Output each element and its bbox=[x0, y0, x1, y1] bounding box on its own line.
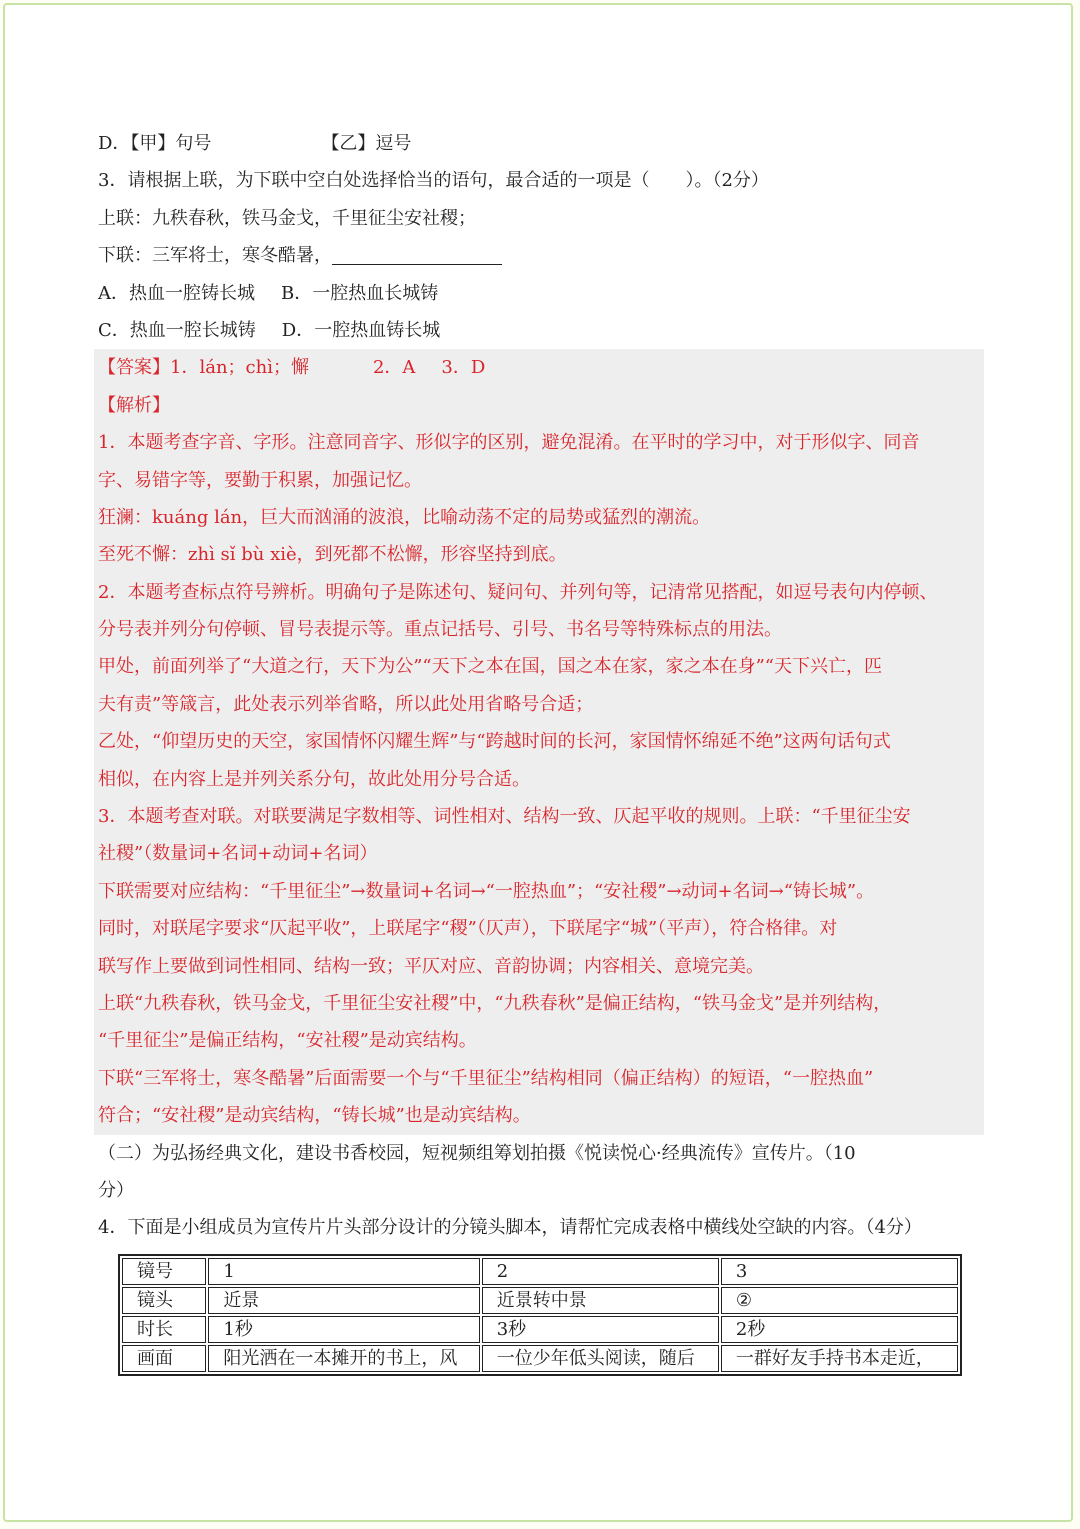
q3-options-cd: C．热血一腔长城铸 D．一腔热血铸长城 bbox=[98, 319, 441, 341]
table-row bbox=[122, 1258, 958, 1285]
table-cell: 3 bbox=[721, 1258, 958, 1285]
table-cell: 一位少年低头阅读，随后 bbox=[482, 1345, 719, 1372]
analysis-line: 夫有责”等箴言，此处表示列举省略，所以此处用省略号合适； bbox=[98, 693, 594, 715]
table-cell: 1秒 bbox=[208, 1316, 479, 1343]
table-row bbox=[122, 1287, 958, 1314]
analysis-line: 相似，在内容上是并列关系分句，故此处用分号合适。 bbox=[98, 768, 530, 790]
analysis-line: 下联“三军将士，寒冬酷暑”后面需要一个与“千里征尘”结构相同（偏正结构）的短语，“一腔热血” bbox=[98, 1067, 874, 1089]
analysis-line: 乙处，“仰望历史的天空，家国情怀闪耀生辉”与“跨越时间的长河，家国情怀绵延不绝”这两句话句式 bbox=[98, 731, 891, 753]
analysis-line: 3．本题考查对联。对联要满足字数相等、词性相对、结构一致、仄起平收的规则。上联：“千里征尘安 bbox=[98, 806, 911, 828]
answer-blank bbox=[332, 242, 502, 265]
q3-upper-couplet: 上联：九秩春秋，铁马金戈，千里征尘安社稷； bbox=[98, 207, 476, 229]
q3-stem: 3．请根据上联，为下联中空白处选择恰当的语句，最合适的一项是（ ）。（2分） bbox=[98, 170, 769, 192]
table-cell: 2秒 bbox=[721, 1316, 958, 1343]
q2-option-d: D．【甲】句号 【乙】逗号 bbox=[98, 133, 412, 154]
table-cell: 一群好友手持书本走近， bbox=[721, 1345, 958, 1372]
table-cell: 镜号 bbox=[122, 1258, 206, 1285]
table-cell: 2 bbox=[482, 1258, 719, 1285]
storyboard-table bbox=[118, 1254, 962, 1376]
table-cell: 时长 bbox=[122, 1316, 206, 1343]
analysis-title: 【解析】 bbox=[98, 394, 170, 416]
table-cell: 近景 bbox=[208, 1287, 479, 1314]
answer-analysis-block bbox=[94, 349, 984, 1134]
table-cell: 1 bbox=[208, 1258, 479, 1285]
analysis-line: 至死不懈：zhì sǐ bù xiè，到死都不松懈，形容坚持到底。 bbox=[98, 544, 567, 566]
analysis-line: 社稷”（数量词+名词+动词+名词） bbox=[98, 843, 378, 865]
q3-options-ab: A．热血一腔铸长城 B．一腔热血长城铸 bbox=[98, 282, 439, 304]
table-cell: 画面 bbox=[122, 1345, 206, 1372]
table-row bbox=[122, 1345, 958, 1372]
analysis-line: 2．本题考查标点符号辨析。明确句子是陈述句、疑问句、并列句等，记清常见搭配，如逗号表句内停顿、 bbox=[98, 581, 938, 603]
table-row bbox=[122, 1316, 958, 1343]
analysis-line: 上联“九秩春秋，铁马金戈，千里征尘安社稷”中，“九秩春秋”是偏正结构，“铁马金戈”是并列结构， bbox=[98, 992, 892, 1014]
analysis-line: 联写作上要做到词性相同、结构一致；平仄对应、音韵协调；内容相关、意境完美。 bbox=[98, 955, 764, 977]
analysis-line: 符合；“安社稷”是动宾结构，“铸长城”也是动宾结构。 bbox=[98, 1105, 531, 1127]
table-cell: 阳光洒在一本摊开的书上，风 bbox=[208, 1345, 479, 1372]
table-cell: 近景转中景 bbox=[482, 1287, 719, 1314]
table-cell: ② bbox=[721, 1287, 958, 1314]
table-cell: 镜头 bbox=[122, 1287, 206, 1314]
analysis-line: “千里征尘”是偏正结构，“安社稷”是动宾结构。 bbox=[98, 1030, 477, 1052]
analysis-line: 字、易错字等，要勤于积累，加强记忆。 bbox=[98, 469, 422, 491]
q3-lower-couplet: 下联：三军将士，寒冬酷暑， bbox=[98, 237, 988, 274]
document-body bbox=[98, 125, 988, 1247]
q4-stem: 4．下面是小组成员为宣传片片头部分设计的分镜头脚本，请帮忙完成表格中横线处空缺的内容。（4分） bbox=[98, 1217, 922, 1239]
table-cell: 3秒 bbox=[482, 1316, 719, 1343]
analysis-line: 狂澜：kuáng lán，巨大而汹涌的波浪，比喻动荡不定的局势或猛烈的潮流。 bbox=[98, 506, 711, 528]
section-2-heading: （二）为弘扬经典文化，建设书香校园，短视频组筹划拍摄《悦读悦心·经典流传》宣传片。（10 bbox=[98, 1142, 856, 1164]
analysis-line: 甲处，前面列举了“大道之行，天下为公”“天下之本在国，国之本在家，家之本在身”“天下兴亡，匹 bbox=[98, 656, 883, 678]
section-2-heading-cont: 分） bbox=[98, 1179, 134, 1201]
answer-line: 【答案】1．lán；chì；懈 2．A 3．D bbox=[98, 357, 486, 379]
analysis-line: 下联需要对应结构：“千里征尘”→数量词+名词→“一腔热血”；“安社稷”→动词+名词→“铸长城”。 bbox=[98, 880, 875, 902]
analysis-line: 分号表并列分句停顿、冒号表提示等。重点记括号、引号、书名号等特殊标点的用法。 bbox=[98, 619, 782, 641]
analysis-line: 同时，对联尾字要求“仄起平收”，上联尾字“稷”（仄声），下联尾字“城”（平声），符合格律。对 bbox=[98, 918, 838, 940]
analysis-line: 1．本题考查字音、字形。注意同音字、形似字的区别，避免混淆。在平时的学习中，对于形似字、同音 bbox=[98, 432, 920, 454]
